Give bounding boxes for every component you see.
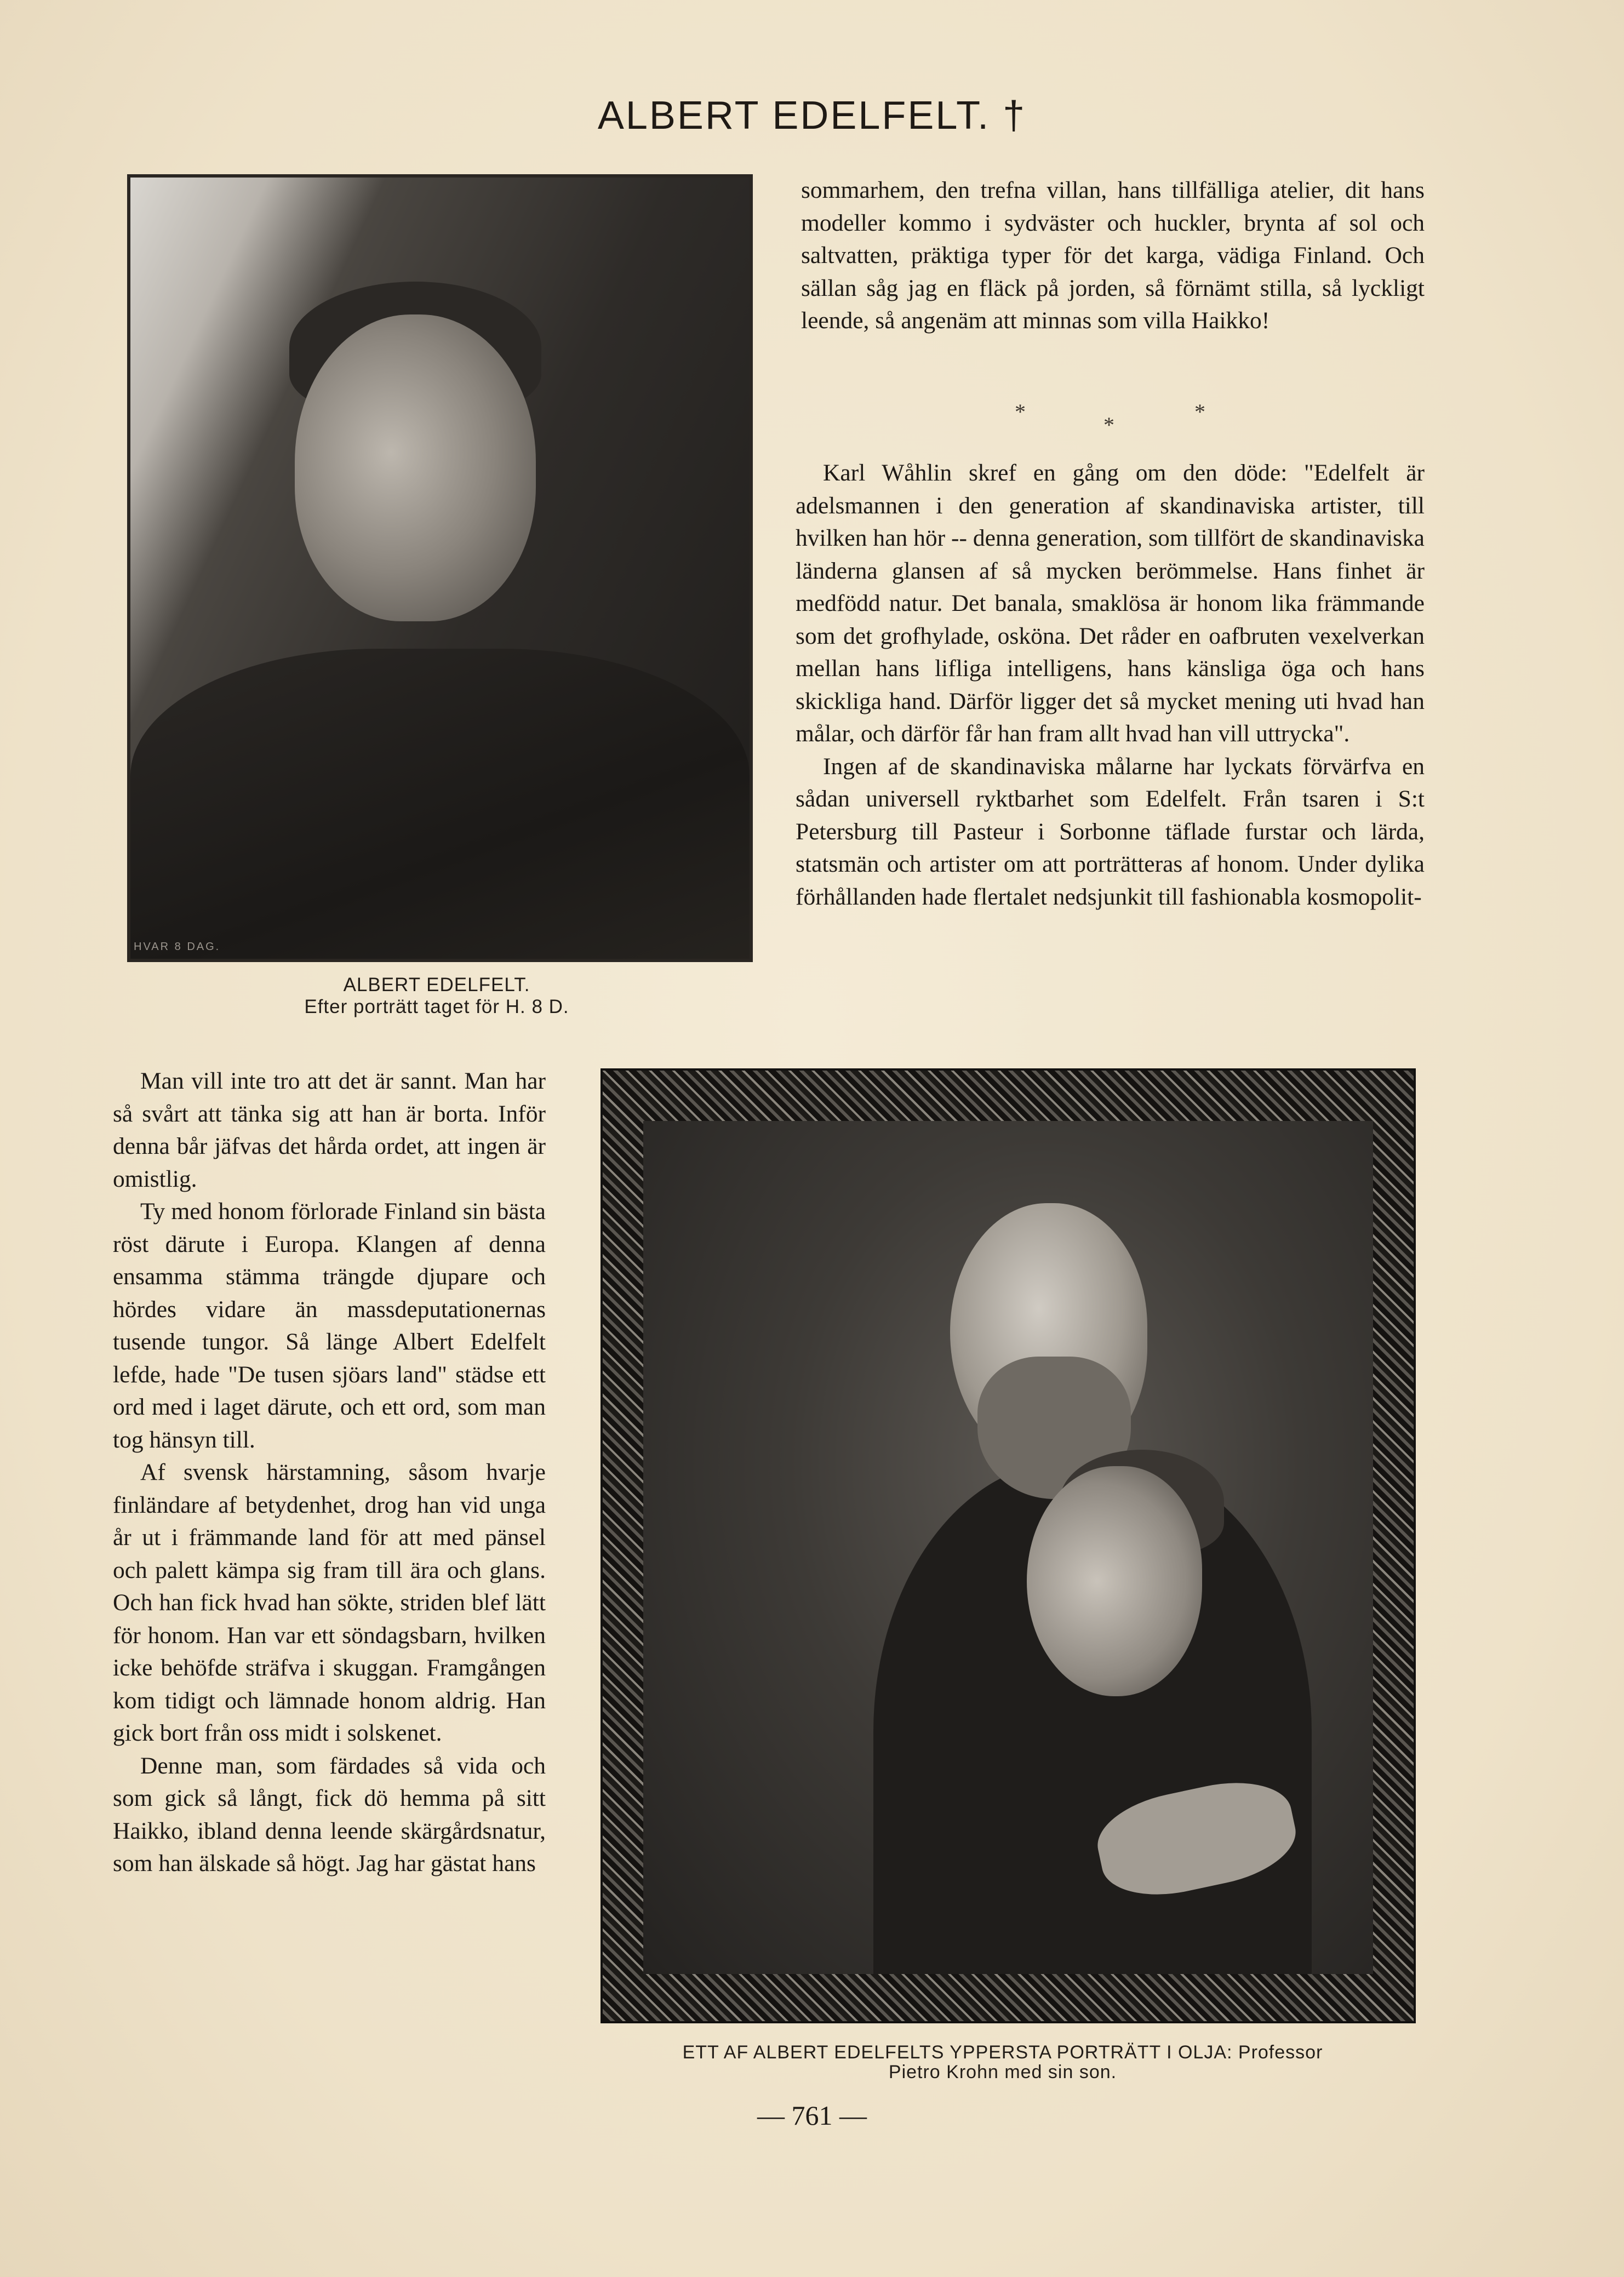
portrait-caption-line1: ALBERT EDELFELT. (343, 974, 530, 996)
separator-star: * (1015, 399, 1026, 424)
paragraph: Af svensk härstamning, såsom hvarje finländare af betydenhet, drog han vid unga år ut i främmande land för att med pänsel och palett kämpa sig fram till ära och glans. Och han fick hvad han sökte, striden blef lätt för honom. Han var ett söndagsbarn, hvilken icke behöfde sträfva i skuggan. Framgången kom tidigt och lämnade honom aldrig. Han gick bort från oss midt i solskenet. (113, 1459, 546, 1746)
painting-caption (581, 2043, 1425, 2082)
photo-stamp: HVAR 8 DAG. (134, 941, 221, 953)
page-number: — 761 — (757, 2100, 867, 2131)
separator-star: * (1194, 399, 1205, 424)
paragraph: sommarhem, den trefna villan, hans tillfälliga atelier, dit hans modeller kommo i sydväster och huckler, brynta af sol och saltvatten, präktiga typer för det karga, vädiga Finland. Och sällan såg jag en fläck på jorden, så förnämt stilla, så lyckligt leende, så angenäm att minnas som villa Haikko! (801, 177, 1425, 334)
painting-caption-line2: Pietro Krohn med sin son. (888, 2062, 1117, 2083)
painting-caption-line1: ETT AF ALBERT EDELFELTS YPPERSTA PORTRÄTT I OLJA: Professor (682, 2042, 1323, 2063)
paragraph: Denne man, som färdades så vida och som gick så långt, fick dö hemma på sitt Haikko, ibland denna leende skärgårdsnatur, som han älskade så högt. Jag har gästat hans (113, 1752, 546, 1876)
portrait-photo (127, 174, 753, 962)
right-column-middle (796, 457, 1425, 913)
portrait-caption (127, 974, 746, 1018)
separator-star: * (1103, 413, 1114, 437)
paragraph: Ty med honom förlorade Finland sin bästa röst därute i Europa. Klangen af denna ensamma stämma trängde djupare och hördes vidare än massdeputationernas tusende tungor. Så länge Albert Edelfelt lefde, hade "De tusen sjöars land" städse ett ord med i laget därute, och ett ord, som man tog hänsyn till. (113, 1198, 546, 1453)
paragraph: Man vill inte tro att det är sannt. Man har så svårt att tänka sig att han är borta. Inför denna bår jäfvas det hårda ordet, att ingen är omistlig. (113, 1068, 546, 1192)
painting-frame (601, 1068, 1416, 2023)
painting-son-head (1027, 1466, 1202, 1696)
article-title: ALBERT EDELFELT. † (597, 94, 1027, 138)
portrait-coat (130, 649, 750, 962)
left-column-bottom (113, 1065, 546, 1880)
painting-image (643, 1121, 1373, 1974)
paragraph: Karl Wåhlin skref en gång om den döde: "Edelfelt är adelsmannen i den generation af skandinaviska artister, till hvilken han hör -- denna generation, som tillfört de skandinaviska länderna glansen af så mycken berömmelse. Hans finhet är medfödd natur. Det banala, smaklösa är honom lika främmande som det grofhylade, osköna. Det råder en oafbruten vexelverkan mellan hans lifliga intelligens, hans känsliga öga och hans skickliga hand. Därför ligger det så mycket mening uti hvad han målar, och därför får han fram allt hvad han vill uttrycka". (796, 460, 1425, 747)
portrait-face (295, 314, 536, 621)
portrait-caption-line2: Efter porträtt taget för H. 8 D. (304, 996, 569, 1017)
paragraph: Ingen af de skandinaviska målarne har lyckats förvärfva en sådan universell ryktbarhet som Edelfelt. Från tsaren i S:t Petersburg till Pasteur i Sorbonne täflade furstar och lärda, statsmän och artister om att porträtteras af honom. Under dylika förhållanden hade flertalet nedsjunkit till fashionabla kosmopolit- (796, 753, 1425, 910)
right-column-top (801, 174, 1425, 337)
